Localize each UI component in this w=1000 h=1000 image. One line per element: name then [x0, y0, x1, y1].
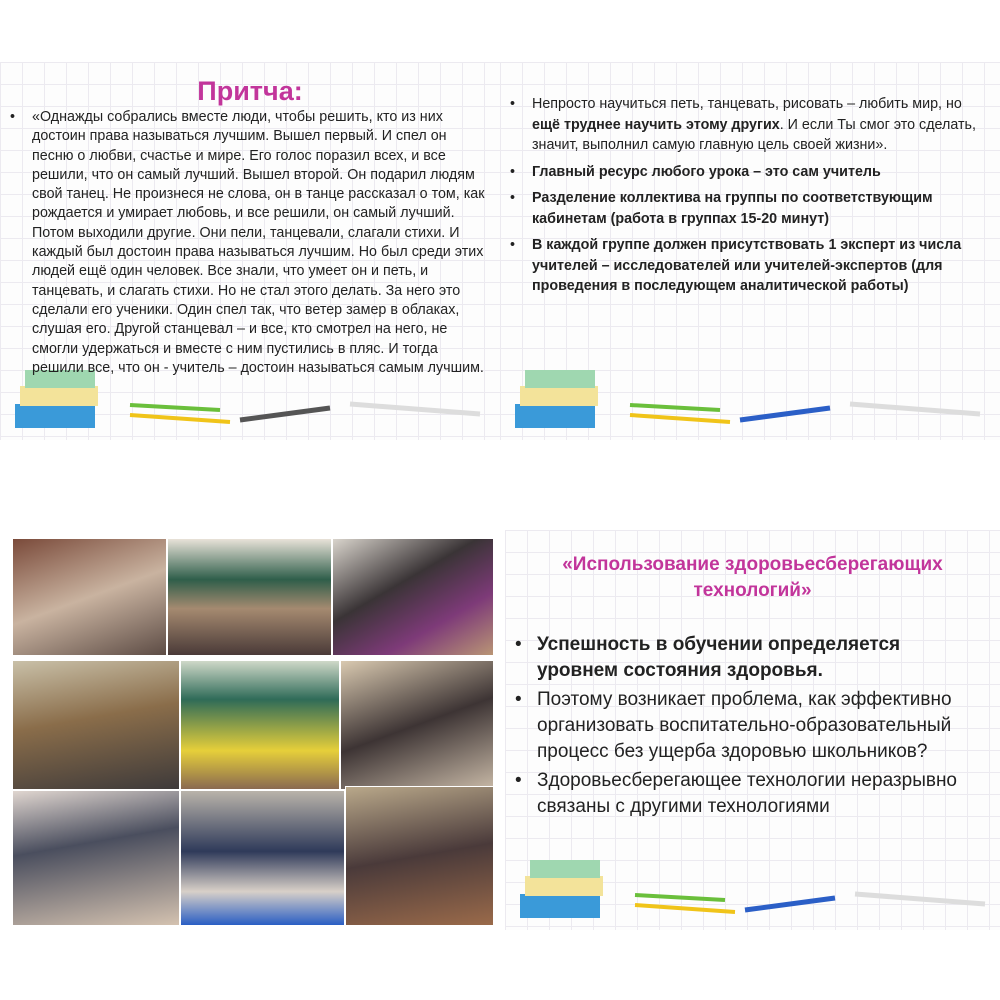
bullet-item: • Здоровьесберегающее технологии неразрывно связаны с другими технологиями	[505, 768, 980, 820]
slide-parable	[0, 62, 500, 440]
classroom-photo	[345, 786, 494, 926]
classroom-photo	[332, 538, 494, 656]
bullet-item: • Успешность в обучении определяется уровнем состояния здоровья.	[505, 632, 980, 684]
bullet-item: • В каждой группе должен присутствовать 1 эксперт из числа учителей – исследователей или учителей-экспертов (для проведения в последующем аналитической работы)	[500, 235, 984, 297]
classroom-photo	[12, 538, 167, 656]
classroom-photo	[180, 660, 340, 790]
photo-collage	[12, 538, 494, 926]
slide-principles	[500, 62, 1000, 440]
books-icon	[515, 842, 625, 922]
parable-text: • «Однажды собрались вместе люди, чтобы решить, кто из них достоин права называться лучшим. Вышел первый. И спел он песню о любви, счастье и мире. Его голос поразил всех, и все решили, что он самый лучший. Вышел второй. Он подарил людям свой танец. Не произнеся не слова, он в танце рассказал о том, как рождается и умирает любовь, и все решили, он самый лучший. Потом выходили другие. Они пели, танцевали, слагали стихи. И каждый был достоин права называться лучшим. Но был среди этих людей ещё один человек. Все знали, что умеет он и петь, и танцевать, и слагать стихи. Но не стал этого делать. За него это сделали его ученики. Один спел так, что ветер замер в облаках, слушая его. Другой станцевал – и все, кто смотрел на него, не смогли удержаться и вместе с ним пустились в пляс. И тогда решили все, что он - учитель – достоин называться самым лучшим.	[0, 108, 486, 378]
classroom-photo	[167, 538, 332, 656]
pencils-icon	[110, 390, 490, 430]
classroom-photo	[340, 660, 494, 790]
bullet-item: • Разделение коллектива на группы по соответствующим кабинетам (работа в группах 15-20 минут)	[500, 188, 984, 229]
slide-health-technologies	[505, 530, 1000, 930]
classroom-photo	[180, 790, 345, 926]
pencils-icon	[615, 880, 995, 920]
bullet-item: • Непросто научиться петь, танцевать, рисовать – любить мир, но ещё труднее научить этому других. И если Ты смог это сделать, значит, выполнил самую главную цель своей жизни».	[500, 94, 984, 156]
slide-title: Притча:	[197, 76, 303, 106]
bullet-item: • Главный ресурс любого урока – это сам учитель	[500, 162, 984, 183]
classroom-photo	[12, 790, 180, 926]
classroom-photo	[12, 660, 180, 790]
bullet-item: • Поэтому возникает проблема, как эффективно организовать воспитательно-образовательный процесс без ущерба здоровью школьников?	[505, 687, 980, 765]
pencils-icon	[610, 390, 990, 430]
slide-title: «Использование здоровьесберегающих технологий»	[562, 554, 943, 601]
books-icon	[510, 352, 620, 432]
